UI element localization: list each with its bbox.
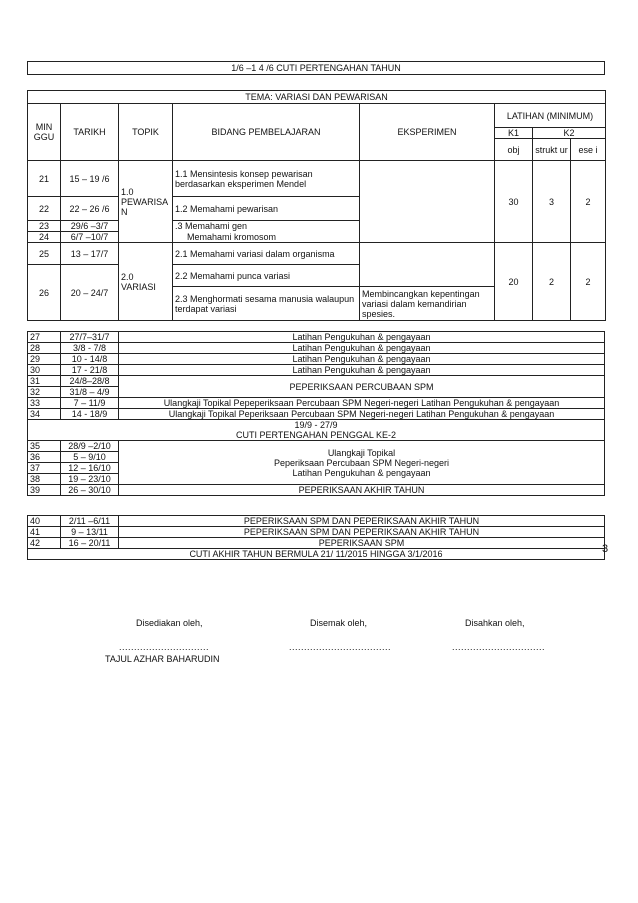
bidang-cell: Memahami kromosom: [173, 232, 360, 243]
holiday-header: 1/6 –1 4 /6 CUTI PERTENGAHAN TAHUN: [28, 62, 605, 75]
col-minggu: MIN GGU: [28, 104, 61, 161]
minggu-cell: 42: [28, 538, 61, 549]
tarikh-cell: 3/8 - 7/8: [61, 343, 119, 354]
tarikh-cell: 20 – 24/7: [61, 265, 119, 321]
signature-line: ...............................: [452, 642, 546, 652]
tarikh-cell: 19 – 23/10: [61, 474, 119, 485]
col-esei: ese i: [571, 139, 606, 161]
tarikh-cell: 13 – 17/7: [61, 243, 119, 265]
table-row: [28, 516, 605, 527]
minggu-cell: 41: [28, 527, 61, 538]
ulangkaji-line: Ulangkaji Topikal: [327, 447, 396, 458]
topik-cell: 2.0 VARIASI: [119, 243, 173, 321]
k2-struktur-cell: 2: [533, 243, 571, 321]
cuti-penggal-tarikh: 19/9 - 27/9: [294, 420, 338, 430]
holiday-header-table: [27, 61, 605, 75]
col-topik: TOPIK: [119, 104, 173, 161]
tarikh-cell: 7 – 11/9: [61, 398, 119, 409]
tarikh-cell: 26 – 30/10: [61, 485, 119, 496]
theme-table: [27, 90, 606, 321]
minggu-cell: 37: [28, 463, 61, 474]
topik-cell: 1.0 PEWARISA N: [119, 161, 173, 243]
minggu-cell: 22: [28, 197, 61, 221]
tarikh-cell: 17 - 21/8: [61, 365, 119, 376]
k2-struktur-cell: 3: [533, 161, 571, 243]
k1-cell: 20: [495, 243, 533, 321]
aktiviti-cell: Latihan Pengukuhan & pengayaan: [119, 354, 605, 365]
tarikh-cell: 10 - 14/8: [61, 354, 119, 365]
page-number: 3: [602, 543, 609, 555]
k2-esei-cell: 2: [571, 161, 606, 243]
minggu-cell: 34: [28, 409, 61, 420]
aktiviti-cell: Latihan Pengukuhan & pengayaan: [119, 332, 605, 343]
minggu-cell: 40: [28, 516, 61, 527]
bidang-cell: .3 Memahami gen: [173, 221, 360, 232]
minggu-cell: 25: [28, 243, 61, 265]
table-row: [28, 527, 605, 538]
preparer-name: TAJUL AZHAR BAHARUDIN: [105, 654, 220, 664]
table-row: [28, 354, 605, 365]
table-row: [28, 409, 605, 420]
minggu-cell: 36: [28, 452, 61, 463]
bidang-cell: 2.1 Memahami variasi dalam organisma: [173, 243, 360, 265]
table-row: [28, 365, 605, 376]
disediakan-label: Disediakan oleh,: [136, 618, 203, 628]
table-row: [28, 441, 605, 452]
table-row: [28, 485, 605, 496]
tarikh-cell: 31/8 – 4/9: [61, 387, 119, 398]
table-row: [28, 243, 606, 265]
col-k2: K2: [533, 128, 606, 139]
tarikh-cell: 6/7 –10/7: [61, 232, 119, 243]
aktiviti-cell: Latihan Pengukuhan & pengayaan: [119, 365, 605, 376]
tarikh-cell: 12 – 16/10: [61, 463, 119, 474]
minggu-cell: 23: [28, 221, 61, 232]
bidang-cell: 1.2 Memahami pewarisan: [173, 197, 360, 221]
tarikh-cell: 22 – 26 /6: [61, 197, 119, 221]
table-row: [28, 538, 605, 549]
minggu-cell: 28: [28, 343, 61, 354]
tarikh-cell: 28/9 –2/10: [61, 441, 119, 452]
weekly-schedule-table: [27, 331, 605, 496]
table-row: [28, 398, 605, 409]
tarikh-cell: 5 – 9/10: [61, 452, 119, 463]
col-k1: K1: [495, 128, 533, 139]
minggu-cell: 33: [28, 398, 61, 409]
aktiviti-cell: Ulangkaji Topikal Peperiksaan Percubaan SPM Negeri-negeri Latihan Pengukuhan & pengayaan: [119, 409, 605, 420]
eksperimen-cell: [360, 243, 495, 287]
k2-esei-cell: 2: [571, 243, 606, 321]
col-eksperimen: EKSPERIMEN: [360, 104, 495, 161]
signature-line: ..............................: [119, 642, 210, 652]
minggu-cell: 29: [28, 354, 61, 365]
holiday-row: [28, 420, 605, 441]
tarikh-cell: 24/8–28/8: [61, 376, 119, 387]
eksperimen-cell: [360, 161, 495, 243]
theme-title: TEMA: VARIASI DAN PEWARISAN: [28, 91, 606, 104]
minggu-cell: 27: [28, 332, 61, 343]
disemak-label: Disemak oleh,: [310, 618, 368, 628]
minggu-cell: 30: [28, 365, 61, 376]
bidang-cell: 2.2 Memahami punca variasi: [173, 265, 360, 287]
bidang-cell: 2.3 Menghormati sesama manusia walaupun terdapat variasi: [173, 287, 360, 321]
minggu-cell: 39: [28, 485, 61, 496]
k1-cell: 30: [495, 161, 533, 243]
minggu-cell: 26: [28, 265, 61, 321]
tarikh-cell: 9 – 13/11: [61, 527, 119, 538]
tarikh-cell: 2/11 –6/11: [61, 516, 119, 527]
tarikh-cell: 16 – 20/11: [61, 538, 119, 549]
table-row: [28, 343, 605, 354]
cuti-penggal-label: CUTI PERTENGAHAN PENGGAL KE-2: [235, 430, 397, 440]
ulangkaji-line: Peperiksaan Percubaan SPM Negeri-negeri: [273, 457, 450, 468]
minggu-cell: 31: [28, 376, 61, 387]
final-weeks-table: [27, 515, 605, 560]
col-tarikh: TARIKH: [61, 104, 119, 161]
eksperimen-cell: Membincangkan kepentingan variasi dalam kemandirian spesies.: [360, 287, 495, 321]
minggu-cell: 35: [28, 441, 61, 452]
cuti-akhir-cell: CUTI AKHIR TAHUN BERMULA 21/ 11/2015 HINGGA 3/1/2016: [28, 549, 605, 560]
col-struktur: strukt ur: [533, 139, 571, 161]
tarikh-cell: 15 – 19 /6: [61, 161, 119, 197]
signature-line: ..................................: [289, 642, 392, 652]
aktiviti-cell: PEPERIKSAAN SPM DAN PEPERIKSAAN AKHIR TAHUN: [119, 516, 605, 527]
aktiviti-cell: PEPERIKSAAN SPM DAN PEPERIKSAAN AKHIR TAHUN: [119, 527, 605, 538]
ulangkaji-cell: [119, 441, 605, 485]
minggu-cell: 24: [28, 232, 61, 243]
holiday-row: [28, 549, 605, 560]
aktiviti-cell: PEPERIKSAAN AKHIR TAHUN: [119, 485, 605, 496]
table-row: [28, 161, 606, 197]
tarikh-cell: 27/7–31/7: [61, 332, 119, 343]
col-bidang: BIDANG PEMBELAJARAN: [173, 104, 360, 161]
minggu-cell: 21: [28, 161, 61, 197]
table-row: [28, 332, 605, 343]
tarikh-cell: 14 - 18/9: [61, 409, 119, 420]
minggu-cell: 38: [28, 474, 61, 485]
col-obj: obj: [495, 139, 533, 161]
ulangkaji-line: Latihan Pengukuhan & pengayaan: [292, 467, 431, 478]
table-row: [28, 376, 605, 387]
percubaan-cell: PEPERIKSAAN PERCUBAAN SPM: [119, 376, 605, 398]
bidang-cell: 1.1 Mensintesis konsep pewarisan berdasarkan eksperimen Mendel: [173, 161, 360, 197]
aktiviti-cell: PEPERIKSAAN SPM: [119, 538, 605, 549]
tarikh-cell: 29/6 –3/7: [61, 221, 119, 232]
aktiviti-cell: Latihan Pengukuhan & pengayaan: [119, 343, 605, 354]
aktiviti-cell: Ulangkaji Topikal Pepeperiksaan Percubaan SPM Negeri-negeri Latihan Pengukuhan & pengayaan: [119, 398, 605, 409]
minggu-cell: 32: [28, 387, 61, 398]
col-latihan: LATIHAN (MINIMUM): [495, 104, 606, 128]
disahkan-label: Disahkan oleh,: [465, 618, 525, 628]
